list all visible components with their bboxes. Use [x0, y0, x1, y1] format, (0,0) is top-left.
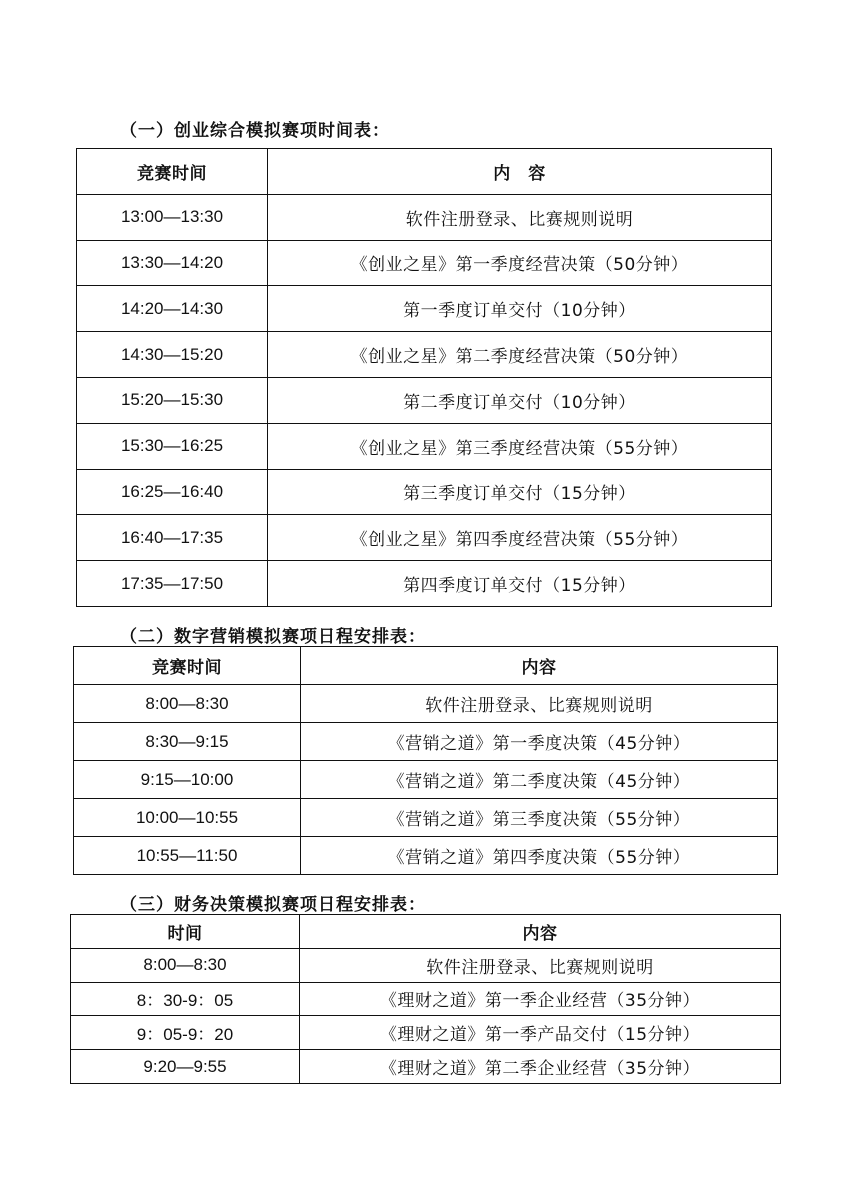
time-cell: 8:00—8:30 [71, 948, 300, 982]
time-cell: 8:00—8:30 [74, 685, 301, 723]
schedule-table-3 [70, 914, 781, 1084]
section-2-heading: （二）数字营销模拟赛项日程安排表： [120, 627, 426, 647]
time-cell: 15:20—15:30 [77, 377, 268, 423]
content-cell: 《营销之道》第四季度决策（55分钟） [301, 837, 778, 875]
table-row [74, 799, 778, 837]
content-cell: 《理财之道》第一季产品交付（15分钟） [300, 1016, 781, 1050]
content-cell: 第一季度订单交付（10分钟） [268, 286, 772, 332]
time-cell: 8:30—9:15 [74, 723, 301, 761]
content-cell: 《理财之道》第二季企业经营（35分钟） [300, 1050, 781, 1084]
time-cell: 13:30—14:20 [77, 240, 268, 286]
time-cell: 13:00—13:30 [77, 194, 268, 240]
time-cell: 10:55—11:50 [74, 837, 301, 875]
table-row [77, 423, 772, 469]
time-cell: 8：30-9：05 [71, 982, 300, 1016]
table-header-row [71, 915, 781, 949]
content-cell: 第二季度订单交付（10分钟） [268, 377, 772, 423]
content-cell: 第四季度订单交付（15分钟） [268, 561, 772, 607]
table-row [74, 761, 778, 799]
table-row [77, 469, 772, 515]
table-row [74, 723, 778, 761]
time-cell: 10:00—10:55 [74, 799, 301, 837]
table-row [71, 982, 781, 1016]
content-cell: 《创业之星》第三季度经营决策（55分钟） [268, 423, 772, 469]
table-row [71, 1016, 781, 1050]
header-content: 内容 [300, 915, 781, 949]
time-cell: 9：05-9：20 [71, 1016, 300, 1050]
header-time: 竞赛时间 [74, 647, 301, 685]
table-header-row [77, 149, 772, 195]
content-cell: 第三季度订单交付（15分钟） [268, 469, 772, 515]
time-cell: 9:20—9:55 [71, 1050, 300, 1084]
time-cell: 16:25—16:40 [77, 469, 268, 515]
header-content: 内 容 [268, 149, 772, 195]
table-row [77, 377, 772, 423]
time-cell: 9:15—10:00 [74, 761, 301, 799]
header-time: 时间 [71, 915, 300, 949]
time-cell: 17:35—17:50 [77, 561, 268, 607]
table-row [71, 1050, 781, 1084]
content-cell: 《营销之道》第一季度决策（45分钟） [301, 723, 778, 761]
table-header-row [74, 647, 778, 685]
table-row [77, 515, 772, 561]
time-cell: 16:40—17:35 [77, 515, 268, 561]
content-cell: 《创业之星》第四季度经营决策（55分钟） [268, 515, 772, 561]
time-cell: 14:30—15:20 [77, 332, 268, 378]
schedule-table-1 [76, 148, 772, 607]
content-cell: 《理财之道》第一季企业经营（35分钟） [300, 982, 781, 1016]
table-row [74, 837, 778, 875]
schedule-table-2 [73, 646, 778, 875]
table-row [77, 286, 772, 332]
content-cell: 《营销之道》第三季度决策（55分钟） [301, 799, 778, 837]
table-row [77, 194, 772, 240]
header-time: 竞赛时间 [77, 149, 268, 195]
header-content: 内容 [301, 647, 778, 685]
content-cell: 《创业之星》第二季度经营决策（50分钟） [268, 332, 772, 378]
table-row [74, 685, 778, 723]
table-row [77, 240, 772, 286]
content-cell: 《创业之星》第一季度经营决策（50分钟） [268, 240, 772, 286]
section-1-heading: （一）创业综合模拟赛项时间表： [120, 121, 390, 141]
table-row [77, 332, 772, 378]
content-cell: 软件注册登录、比赛规则说明 [268, 194, 772, 240]
table-row [77, 561, 772, 607]
section-3-heading: （三）财务决策模拟赛项日程安排表： [120, 895, 426, 915]
time-cell: 15:30—16:25 [77, 423, 268, 469]
content-cell: 软件注册登录、比赛规则说明 [301, 685, 778, 723]
content-cell: 《营销之道》第二季度决策（45分钟） [301, 761, 778, 799]
table-row [71, 948, 781, 982]
time-cell: 14:20—14:30 [77, 286, 268, 332]
content-cell: 软件注册登录、比赛规则说明 [300, 948, 781, 982]
